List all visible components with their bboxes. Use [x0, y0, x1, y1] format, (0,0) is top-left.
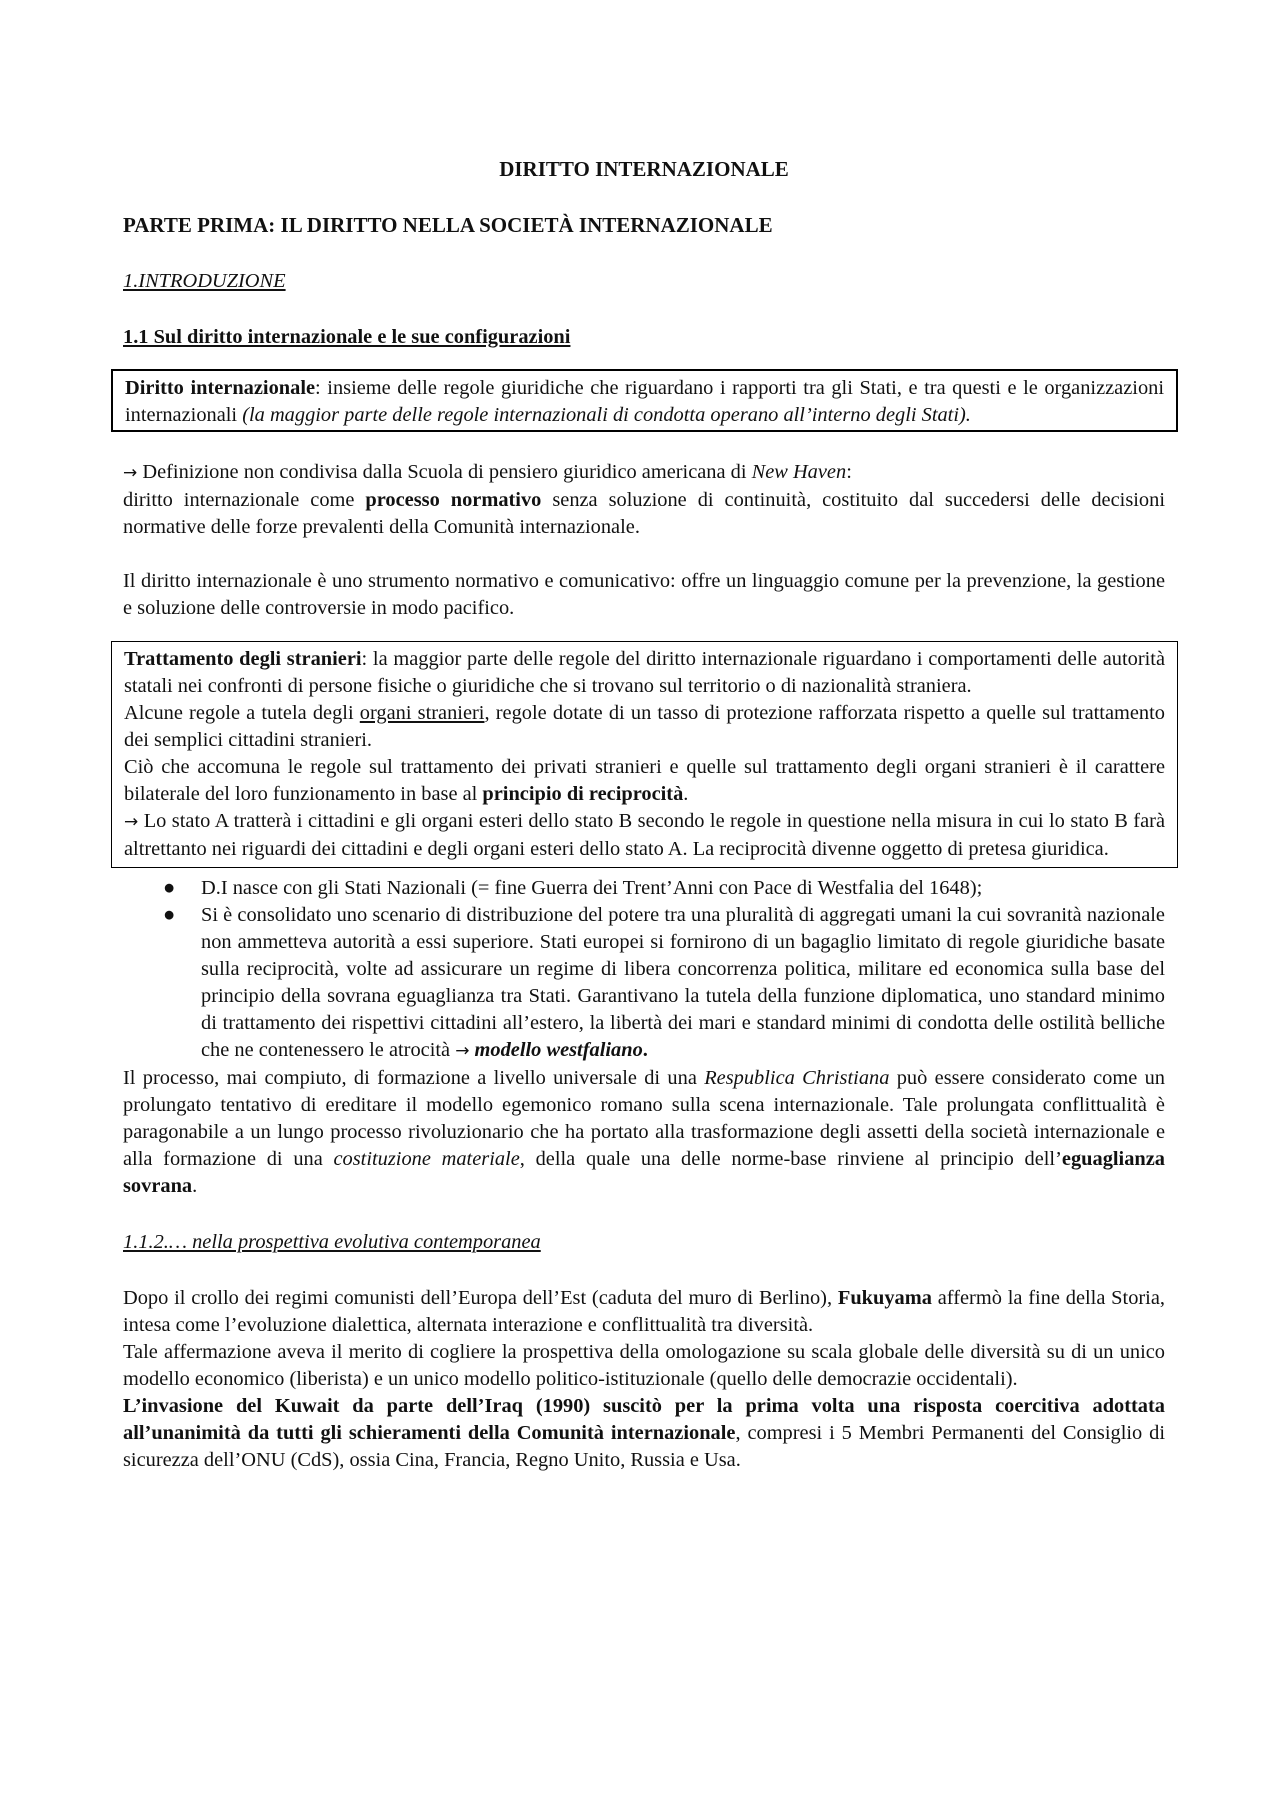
arrow-right-icon: →	[455, 1041, 470, 1061]
definition-box-diritto-internazionale	[111, 369, 1178, 432]
box-trattamento-stranieri	[111, 641, 1178, 868]
paragraph-affermazione: Tale affermazione aveva il merito di cogliere la prospettiva della omologazione su scala globale delle diversità su di un unico modello economico (liberista) e un unico modello politico-istituzionale (quello delle democrazie occidentali).	[123, 1341, 1165, 1390]
bullet-list	[123, 875, 1165, 1065]
document-title: DIRITTO INTERNAZIONALE	[499, 157, 789, 181]
section-heading-1-1-2: 1.1.2.… nella prospettiva evolutiva contemporanea	[123, 1231, 541, 1253]
section-heading-1-1: 1.1 Sul diritto internazionale e le sue configurazioni	[123, 326, 571, 348]
box2-paragraph-2: Alcune regole a tutela degli organi stranieri, regole dotate di un tasso di protezione rafforzata rispetto a quelle sul trattamento dei semplici cittadini stranieri.	[124, 702, 1165, 751]
paragraph-kuwait: L’invasione del Kuwait da parte dell’Iraq (1990) suscitò per la prima volta una risposta coercitiva adottata all’unanimità da tutti gli schieramenti della Comunità internazionale, compresi i 5 Membri Permanenti del Consiglio di sicurezza dell’ONU (CdS), ossia Cina, Francia, Regno Unito, Russia e Usa.	[123, 1395, 1165, 1471]
chapter-heading: 1.INTRODUZIONE	[123, 270, 286, 292]
list-item: ● Si è consolidato uno scenario di distribuzione del potere tra una pluralità di aggregati umani la cui sovranità nazionale non ammetteva autorità a essi superiore. Stati europei si fornirono di un bagaglio limitato di regole giuridiche basate sulla reciprocità, volte ad assicurare un regime di libera concorrenza politica, militare ed economica sulla base del principio della sovrana eguaglianza tra Stati. Garantivano la tutela della funzione diplomatica, uno standard minimo di trattamento dei rispettivi cittadini all’estero, la libertà dei mari e standard minimi di condotta delle ostilità belliche che ne contenessero le atrocità → modello westfaliano.	[163, 904, 1165, 1061]
document-page	[123, 150, 1165, 1474]
bullet-icon: ●	[163, 877, 176, 899]
box2-paragraph-4: → Lo stato A tratterà i cittadini e gli organi esteri dello stato B secondo le regole in questione nella misura in cui lo stato B farà altrettanto nei riguardi dei cittadini e degli organi esteri dello stato A. La reciprocità divenne oggetto di pretesa giuridica.	[124, 810, 1165, 860]
definition-text: : insieme delle regole giuridiche che riguardano i rapporti tra gli Stati, e tra questi e le organizzazioni internazionali	[125, 377, 1164, 426]
paragraph-strumento: Il diritto internazionale è uno strumento normativo e comunicativo: offre un linguaggio comune per la prevenzione, la gestione e soluzione delle controversie in modo pacifico.	[123, 570, 1165, 619]
definition-note: (la maggior parte delle regole internazionali di condotta operano all’interno degli Stati).	[242, 404, 971, 426]
paragraph-fukuyama: Dopo il crollo dei regimi comunisti dell’Europa dell’Est (caduta del muro di Berlino), Fukuyama affermò la fine della Storia, intesa come l’evoluzione dialettica, alternata interazione e conflittualità tra diversità.	[123, 1287, 1165, 1336]
box2-paragraph-3: Ciò che accomuna le regole sul trattamento dei privati stranieri e quelle sul trattamento degli organi stranieri è il carattere bilaterale del loro funzionamento in base al principio di reciprocità.	[124, 756, 1165, 805]
paragraph-new-haven: → Definizione non condivisa dalla Scuola di pensiero giuridico americana di New Haven: diritto internazionale come processo normativo senza soluzione di continuità, costituito dal succedersi delle decisioni normative delle forze prevalenti della Comunità internazionale.	[123, 461, 1165, 538]
bullet-icon: ●	[163, 904, 176, 926]
list-item: ● D.I nasce con gli Stati Nazionali (= fine Guerra dei Trent’Anni con Pace di Westfalia del 1648);	[123, 875, 1165, 902]
paragraph-processo: Il processo, mai compiuto, di formazione a livello universale di una Respublica Christiana può essere considerato come un prolungato tentativo di ereditare il modello egemonico romano sulla scena internazionale. Tale prolungata conflittualità è paragonabile a un lungo processo rivoluzionario che ha portato alla trasformazione degli assetti della società internazionale e alla formazione di una costituzione materiale, della quale una delle norme-base rinviene al principio dell’eguaglianza sovrana.	[123, 1067, 1166, 1197]
term-diritto-internazionale: Diritto internazionale	[125, 377, 316, 399]
box2-paragraph-1: Trattamento degli stranieri: la maggior parte delle regole del diritto internazionale riguardano i comportamenti delle autorità statali nei confronti di persone fisiche o giuridiche che si trovano sul territorio o di nazionalità straniera.	[124, 648, 1165, 697]
part-heading: PARTE PRIMA: IL DIRITTO NELLA SOCIETÀ INTERNAZIONALE	[123, 213, 773, 237]
arrow-right-icon: →	[124, 812, 139, 832]
arrow-right-icon: →	[123, 463, 138, 483]
